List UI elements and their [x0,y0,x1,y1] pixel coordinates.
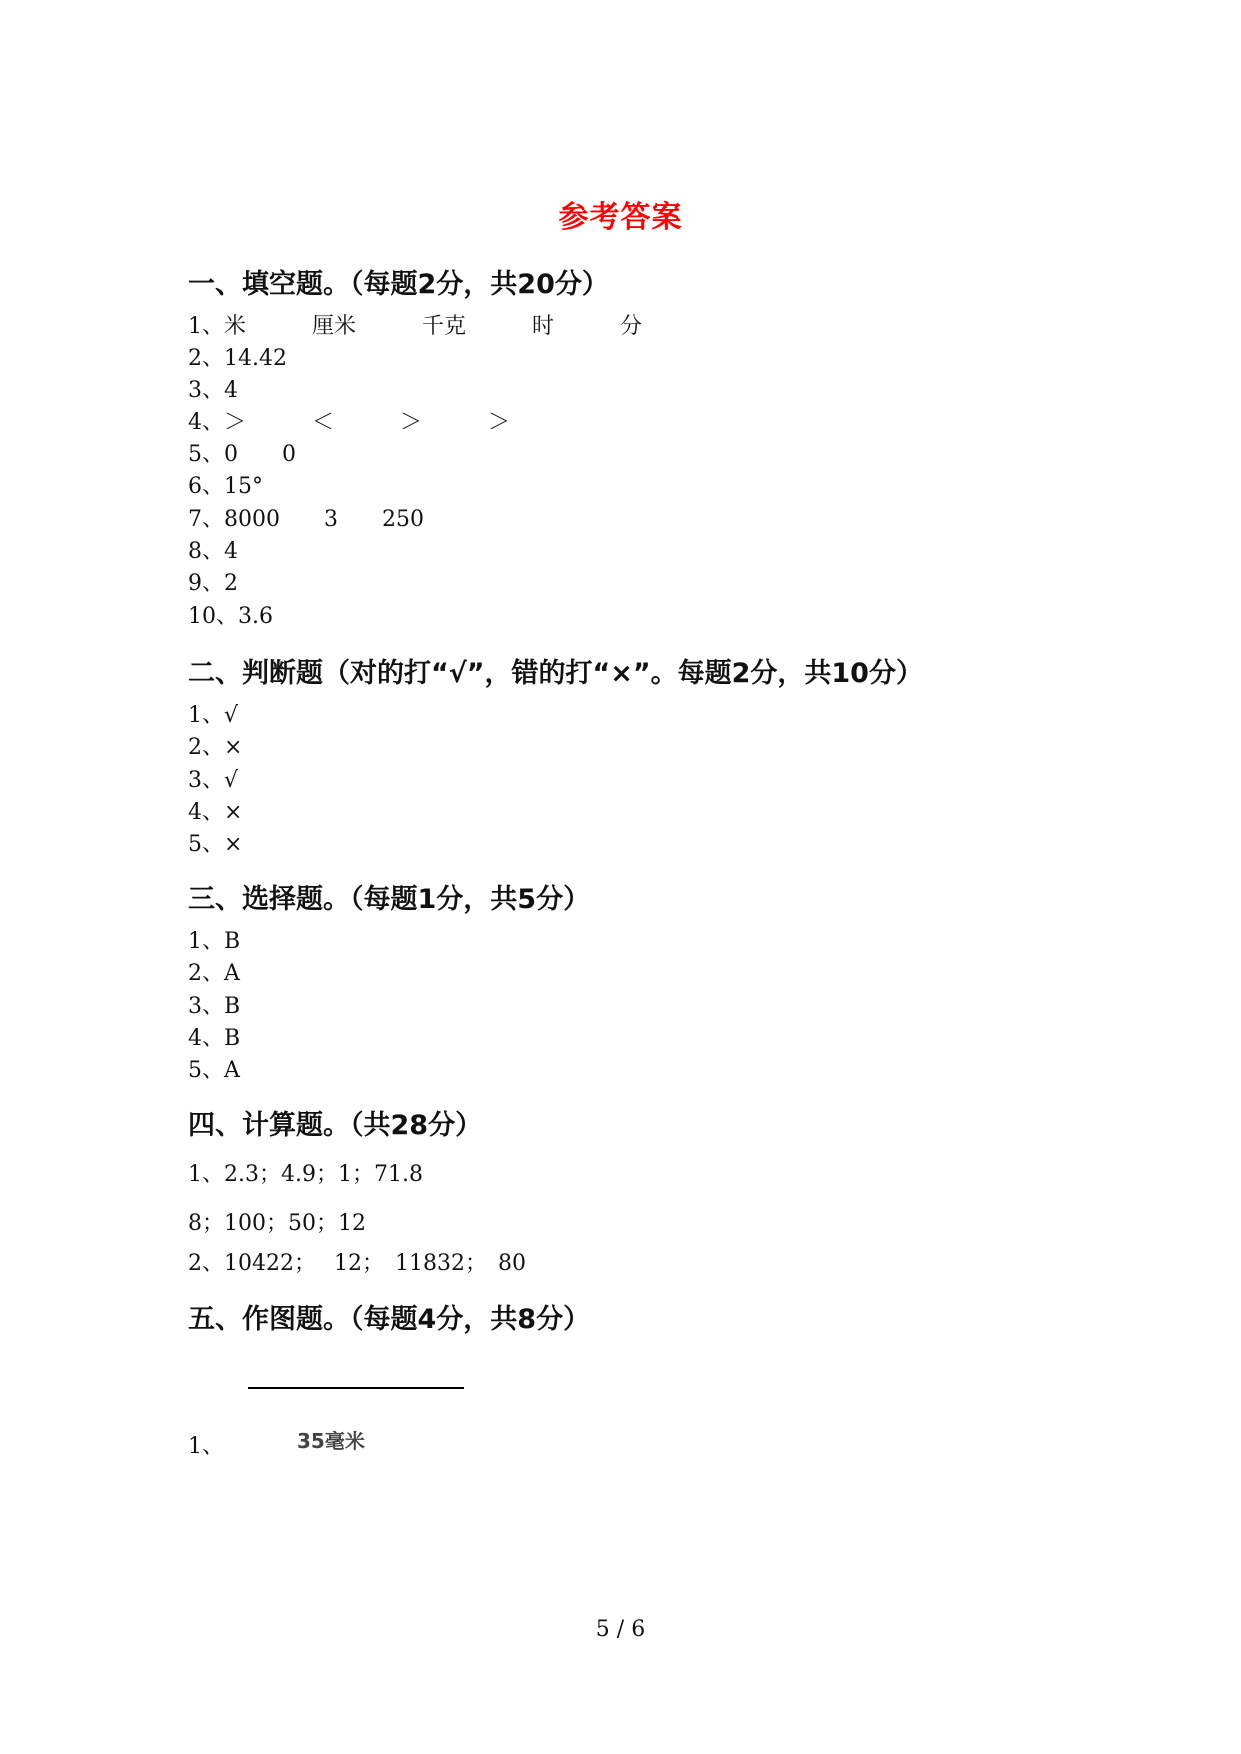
answer-line: 1、米 厘米 千克 时 分 [188,314,642,339]
section-heading-fill-blank: 一、填空题。（每题2分，共20分） [188,269,609,300]
answer-line: 3、√ [188,768,239,793]
answer-line: 1、√ [188,703,239,728]
answer-line: 5、× [188,832,243,857]
page-number: 5 / 6 [595,1617,646,1642]
page-title: 参考答案 [558,200,683,235]
answer-line: 8、4 [188,539,238,564]
answer-line: 4、＞ ＜ ＞ ＞ [188,410,510,435]
answer-line: 4、B [188,1026,241,1051]
section-heading-drawing: 五、作图题。（每题4分，共8分） [188,1304,591,1335]
answer-line: 3、B [188,994,241,1019]
answer-line: 1、B [188,929,241,954]
answer-line: 1、 [188,1434,224,1459]
answer-line: 5、A [188,1058,240,1083]
answer-line: 7、8000 3 250 [188,507,424,532]
section-heading-calculation: 四、计算题。（共28分） [188,1110,483,1141]
measured-line-segment [248,1387,464,1389]
answer-line: 2、× [188,735,243,760]
answer-line: 2、10422； 12； 11832； 80 [188,1251,526,1276]
answer-line: 9、2 [188,571,238,596]
answer-line: 6、15° [188,474,263,499]
section-heading-multiple-choice: 三、选择题。（每题1分，共5分） [188,884,591,915]
answer-line: 4、× [188,800,243,825]
answer-line: 1、2.3；4.9；1；71.8 [188,1162,423,1187]
answer-line: 2、A [188,961,240,986]
answer-line: 8；100；50；12 [188,1211,366,1236]
line-length-label: 35毫米 [297,1429,365,1453]
answer-line: 10、3.6 [188,604,273,629]
answer-line: 5、0 0 [188,442,296,467]
section-heading-true-false: 二、判断题（对的打“√”，错的打“×”。每题2分，共10分） [188,658,923,689]
answer-line: 3、4 [188,378,238,403]
answer-line: 2、14.42 [188,346,287,371]
